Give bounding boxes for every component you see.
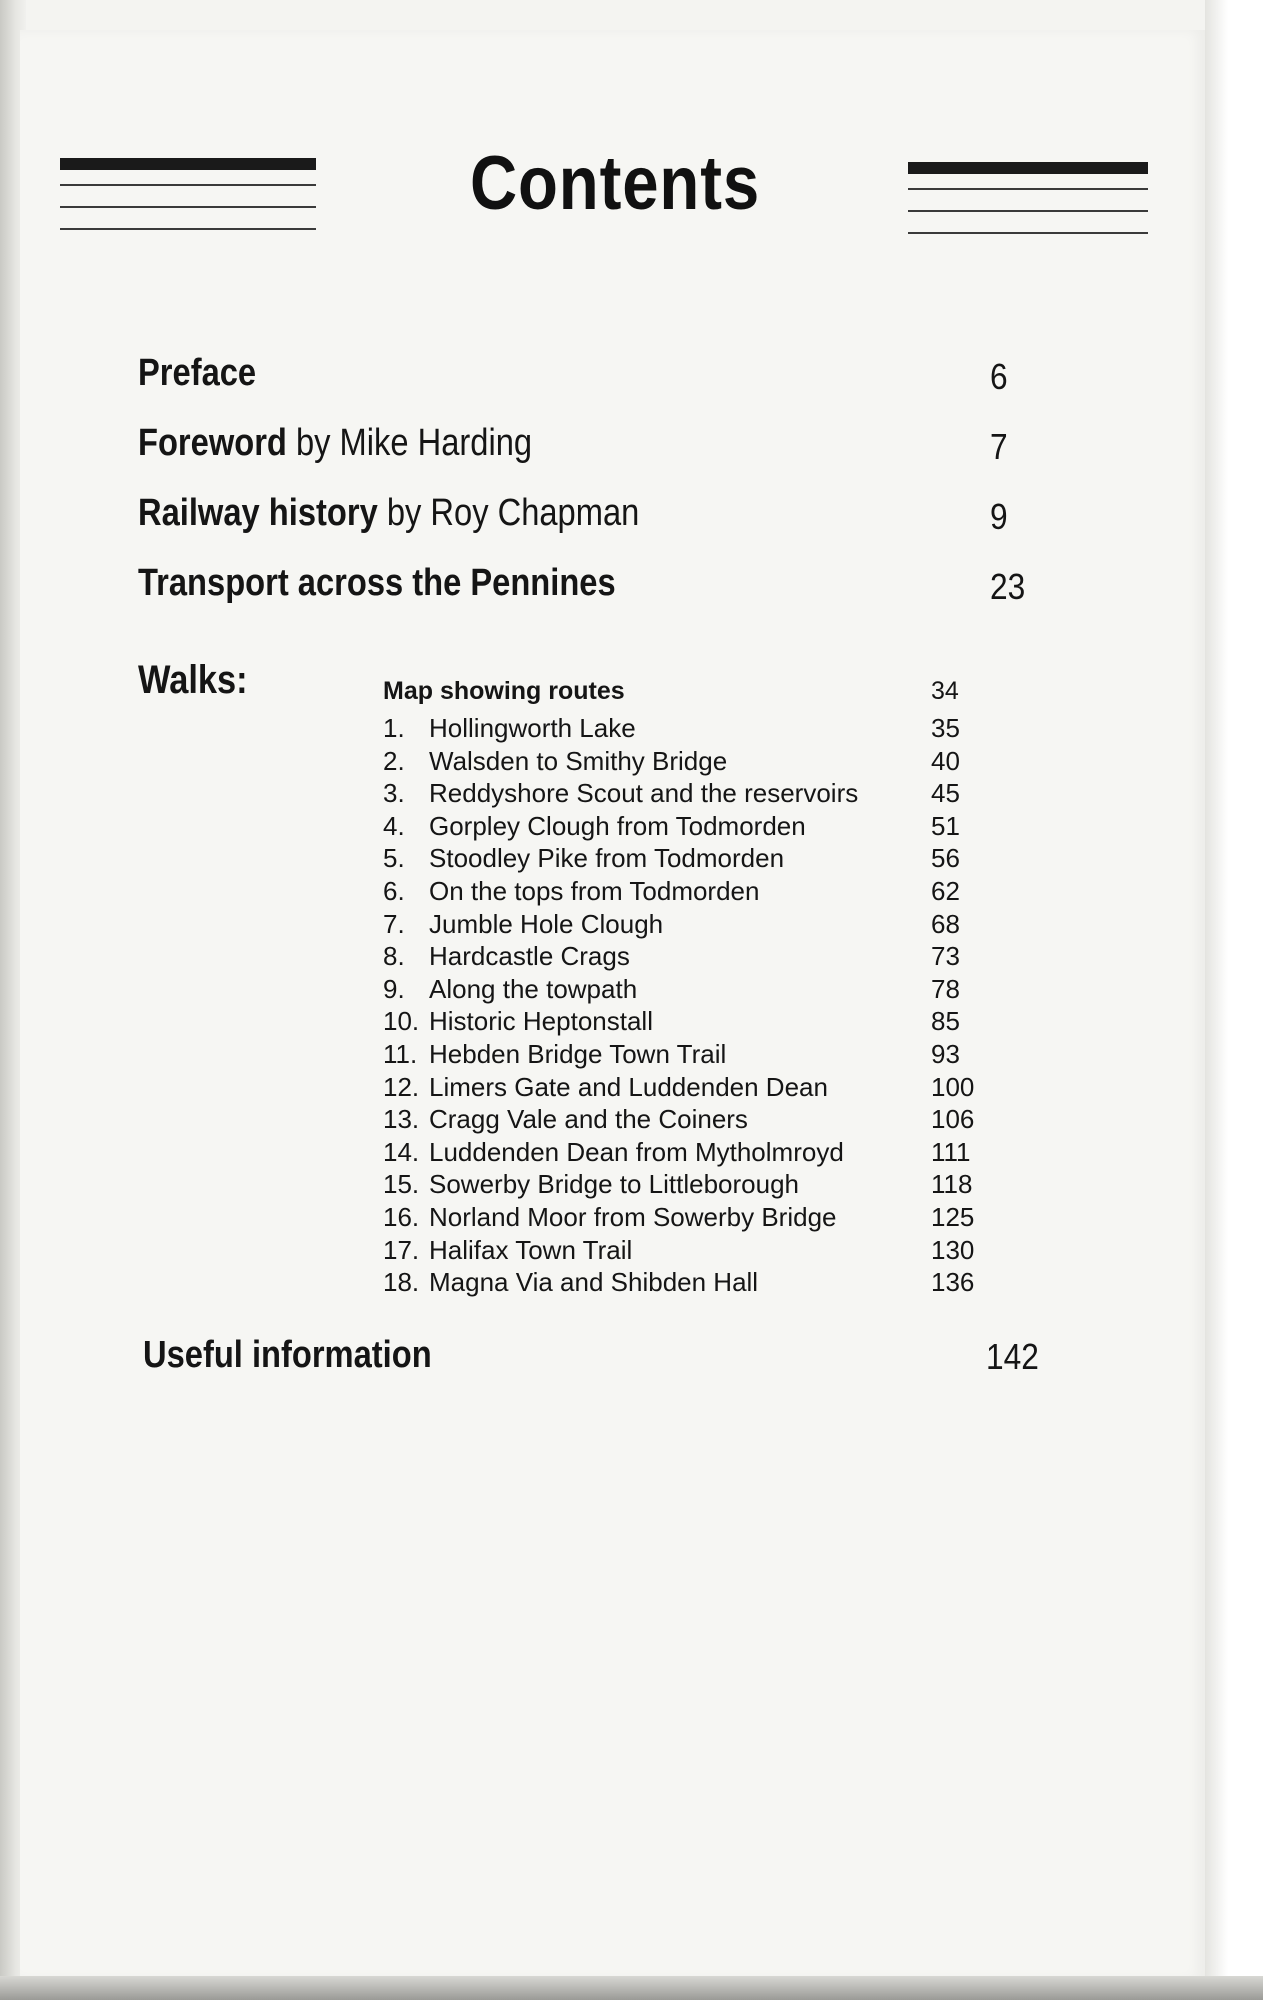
toc-page-number: 62	[931, 875, 960, 906]
walk-name: Historic Heptonstall	[429, 1006, 653, 1037]
toc-page-number: 45	[931, 778, 960, 809]
walk-list-item[interactable]	[383, 875, 1003, 908]
walk-name: Stoodley Pike from Todmorden	[429, 843, 785, 874]
walk-number: 18.	[383, 1267, 420, 1298]
toc-page-number: 118	[931, 1169, 973, 1200]
walks-list	[383, 712, 1003, 1299]
walk-name: Sowerby Bridge to Littleborough	[429, 1169, 800, 1200]
walk-list-item[interactable]	[383, 777, 1003, 810]
walk-number: 11.	[383, 1038, 418, 1069]
toc-entry-label	[138, 488, 639, 538]
toc-entry-label	[138, 418, 532, 468]
toc-page-number: 142	[986, 1336, 1039, 1377]
walk-number: 2.	[383, 745, 405, 776]
walk-name: Limers Gate and Luddenden Dean	[429, 1071, 828, 1102]
walk-number: 7.	[383, 908, 405, 939]
walk-name: Gorpley Clough from Todmorden	[429, 810, 806, 841]
walk-list-item[interactable]	[383, 908, 1003, 941]
walk-name: Hardcastle Crags	[429, 941, 630, 972]
toc-page-number: 35	[931, 713, 960, 743]
toc-entry-title: Useful information	[143, 1334, 432, 1376]
toc-page-number: 6	[990, 356, 1008, 397]
walk-number: 5.	[383, 843, 405, 874]
walk-list-item[interactable]	[383, 842, 1003, 875]
toc-page-number: 40	[931, 745, 960, 776]
toc-entry-title: Railway history	[138, 492, 378, 534]
page-bottom-edge	[0, 1976, 1263, 2000]
walk-list-item[interactable]	[383, 1168, 1003, 1201]
walk-number: 4.	[383, 810, 405, 841]
thin-rule	[60, 184, 316, 186]
toc-page-number: 51	[931, 810, 960, 841]
title-rules-right	[908, 162, 1148, 254]
toc-entry-map[interactable]	[383, 674, 983, 708]
walk-list-item[interactable]	[383, 712, 1003, 745]
toc-page-number: 85	[931, 1006, 960, 1037]
toc-page-number: 34	[931, 677, 959, 705]
toc-entry-title: Foreword	[138, 422, 287, 464]
toc-page-number: 130	[931, 1234, 975, 1265]
toc-page-number: 106	[931, 1104, 975, 1135]
walk-list-item[interactable]	[383, 810, 1003, 843]
toc-entry-useful-information[interactable]	[143, 1330, 1043, 1380]
walk-number: 3.	[383, 778, 405, 809]
walk-name: Jumble Hole Clough	[429, 908, 664, 939]
walk-list-item[interactable]	[383, 1005, 1003, 1038]
walk-number: 16.	[383, 1201, 420, 1232]
toc-page-number: 78	[931, 973, 960, 1004]
toc-page-number: 111	[931, 1136, 971, 1167]
thin-rule	[908, 188, 1148, 190]
thin-rule	[908, 210, 1148, 212]
walk-name: Cragg Vale and the Coiners	[429, 1104, 748, 1135]
walk-number: 13.	[383, 1104, 420, 1135]
walk-list-item[interactable]	[383, 1038, 1003, 1071]
toc-entry-label	[138, 558, 616, 608]
toc-entry-preface[interactable]	[138, 348, 1038, 398]
toc-entry-title: Map showing routes	[383, 677, 625, 705]
walk-list-item[interactable]	[383, 1201, 1003, 1234]
toc-page-number: 56	[931, 843, 960, 874]
walk-list-item[interactable]	[383, 745, 1003, 778]
walk-number: 9.	[383, 973, 405, 1004]
thin-rule	[908, 232, 1148, 234]
walk-list-item[interactable]	[383, 973, 1003, 1006]
thick-rule	[60, 158, 316, 170]
toc-page-number: 23	[990, 566, 1026, 607]
walk-name: Luddenden Dean from Mytholmroyd	[429, 1136, 844, 1167]
walk-number: 10.	[383, 1006, 420, 1037]
walk-number: 15.	[383, 1169, 420, 1200]
walk-number: 8.	[383, 941, 405, 972]
toc-entry-title: Transport across the Pennines	[138, 562, 616, 604]
toc-page-number: 100	[931, 1071, 975, 1102]
walk-name: Halifax Town Trail	[429, 1234, 633, 1265]
walk-number: 6.	[383, 875, 405, 906]
toc-page-number: 73	[931, 941, 960, 972]
thin-rule	[60, 206, 316, 208]
walk-number: 14.	[383, 1136, 420, 1167]
walk-number: 12.	[383, 1071, 420, 1102]
toc-page-number: 9	[990, 496, 1008, 537]
walk-name: Reddyshore Scout and the reservoirs	[429, 778, 859, 809]
walk-list-item[interactable]	[383, 1103, 1003, 1136]
thin-rule	[60, 228, 316, 230]
toc-entry-label	[138, 348, 256, 398]
toc-page-number: 136	[931, 1267, 975, 1298]
walk-number: 1.	[383, 713, 405, 743]
page-title: Contents	[469, 141, 761, 226]
walk-list-item[interactable]	[383, 1266, 1003, 1299]
toc-page-number: 125	[931, 1201, 975, 1232]
walk-number: 17.	[383, 1234, 420, 1265]
toc-entry-foreword[interactable]	[138, 418, 1038, 468]
walk-name: Along the towpath	[429, 973, 638, 1004]
walk-name: Hollingworth Lake	[429, 713, 636, 743]
toc-page-number: 68	[931, 908, 960, 939]
toc-entry-railway-history[interactable]	[138, 488, 1038, 538]
walk-name: On the tops from Todmorden	[429, 875, 760, 906]
walk-name: Walsden to Smithy Bridge	[429, 745, 728, 776]
toc-entry-author: by Mike Harding	[286, 422, 533, 464]
thick-rule	[908, 162, 1148, 174]
toc-entry-transport[interactable]	[138, 558, 1038, 608]
walk-list-item[interactable]	[383, 1071, 1003, 1104]
walk-list-item[interactable]	[383, 1136, 1003, 1169]
toc-page-number: 93	[931, 1038, 960, 1069]
walk-name: Magna Via and Shibden Hall	[429, 1267, 759, 1298]
title-rules-left	[60, 158, 316, 250]
toc-entry-author: by Roy Chapman	[377, 492, 640, 534]
walks-heading: Walks:	[138, 658, 248, 702]
toc-page-number: 7	[990, 426, 1008, 467]
toc-entry-title: Preface	[138, 352, 257, 394]
walk-list-item[interactable]	[383, 1234, 1003, 1267]
page-edge	[1205, 0, 1263, 2000]
walk-name: Hebden Bridge Town Trail	[429, 1038, 727, 1069]
walk-name: Norland Moor from Sowerby Bridge	[429, 1201, 837, 1232]
walk-list-item[interactable]	[383, 940, 1003, 973]
